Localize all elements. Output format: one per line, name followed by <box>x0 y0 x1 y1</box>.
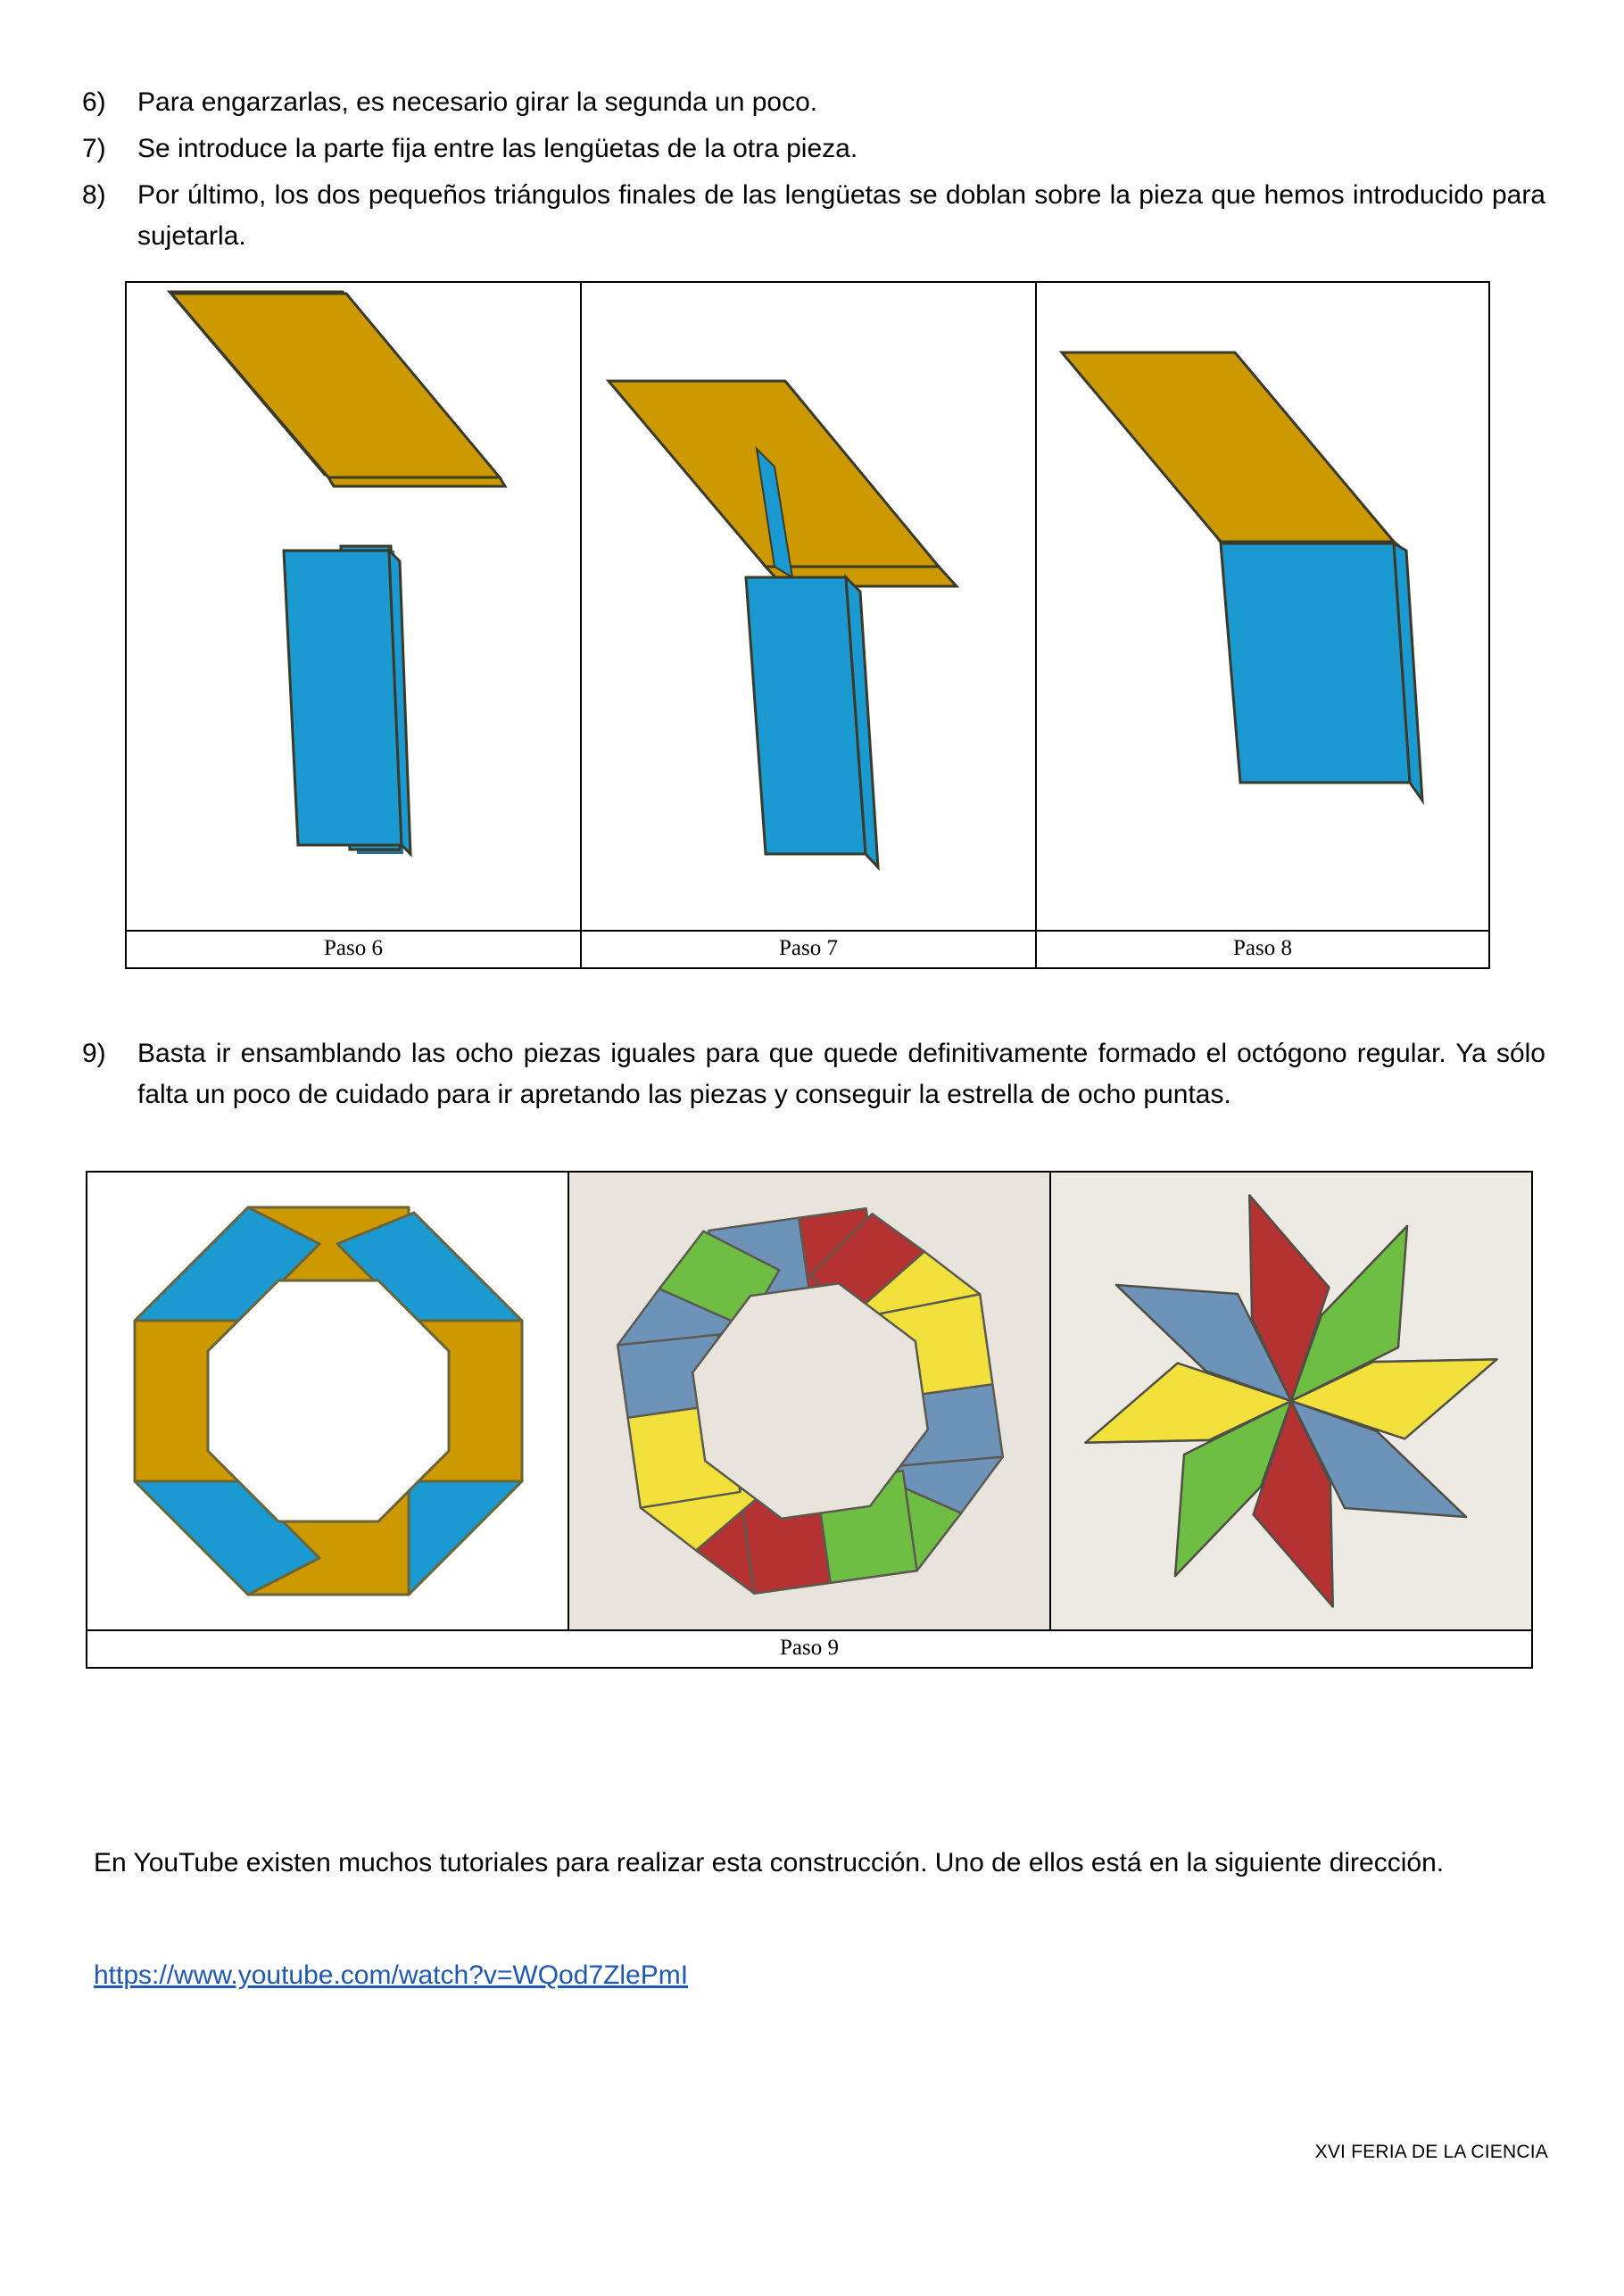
youtube-note: En YouTube existen muchos tutoriales para realizar esta construcción. Uno de ellos está en la siguiente dirección. <box>94 1848 1445 1877</box>
figure-table-paso-9 <box>86 1171 1533 1669</box>
octagon-ring-diagram <box>87 1173 569 1629</box>
figure-cell-octagon-diagram <box>87 1173 569 1629</box>
list-item-text: Para engarzarlas, es necesario girar la segunda un poco. <box>137 87 818 117</box>
figure-cell-paso-6 <box>127 283 582 930</box>
figure-caption-paso-7: Paso 7 <box>582 932 1037 967</box>
list-item-text: Basta ir ensamblando las ocho piezas iguales para que quede definitivamente formado el octógono regular. Ya sólo falta un poco de cuidado para ir apretando las piezas y conseguir la estrella de ocho puntas. <box>137 1039 1545 1109</box>
list-item-number: 7) <box>82 134 106 163</box>
figure-caption-paso-8: Paso 8 <box>1037 932 1488 967</box>
photo-eight-point-star <box>1051 1173 1531 1629</box>
list-item-text: Por último, los dos pequeños triángulos finales de las lengüetas se doblan sobre la pieza que hemos introducido para sujetarla. <box>137 180 1545 251</box>
figure-cell-photo-octagon <box>569 1173 1051 1629</box>
step-9-block <box>82 1033 1545 1121</box>
figure-caption-paso-9: Paso 9 <box>87 1631 1531 1667</box>
figure-table-steps-6-8 <box>125 281 1490 969</box>
figure-cell-paso-8 <box>1037 283 1488 930</box>
figure-cell-photo-star <box>1051 1173 1531 1629</box>
figure-cell-paso-7 <box>582 283 1037 930</box>
photo-paper-octagon <box>569 1173 1051 1629</box>
list-item <box>82 1033 1545 1115</box>
figure-row <box>127 283 1488 930</box>
figure-caption-paso-6: Paso 6 <box>127 932 582 967</box>
list-item <box>82 82 1545 123</box>
list-item <box>82 175 1545 257</box>
list-item <box>82 128 1545 170</box>
paso-7-illustration <box>582 283 1037 930</box>
paso-6-illustration <box>127 283 582 930</box>
figure-caption-row <box>127 930 1488 967</box>
paso-8-illustration <box>1037 283 1488 930</box>
figure-caption-row <box>87 1629 1531 1667</box>
page-footer: XVI FERIA DE LA CIENCIA <box>1314 2142 1548 2162</box>
figure-row <box>87 1173 1531 1629</box>
youtube-link[interactable]: https://www.youtube.com/watch?v=WQod7ZlePmI <box>94 1960 689 1990</box>
steps-list-6-8 <box>82 82 1545 262</box>
list-item-number: 8) <box>82 180 106 210</box>
list-item-number: 6) <box>82 87 106 117</box>
list-item-text: Se introduce la parte fija entre las lengüetas de la otra pieza. <box>137 134 858 163</box>
list-item-number: 9) <box>82 1039 106 1068</box>
